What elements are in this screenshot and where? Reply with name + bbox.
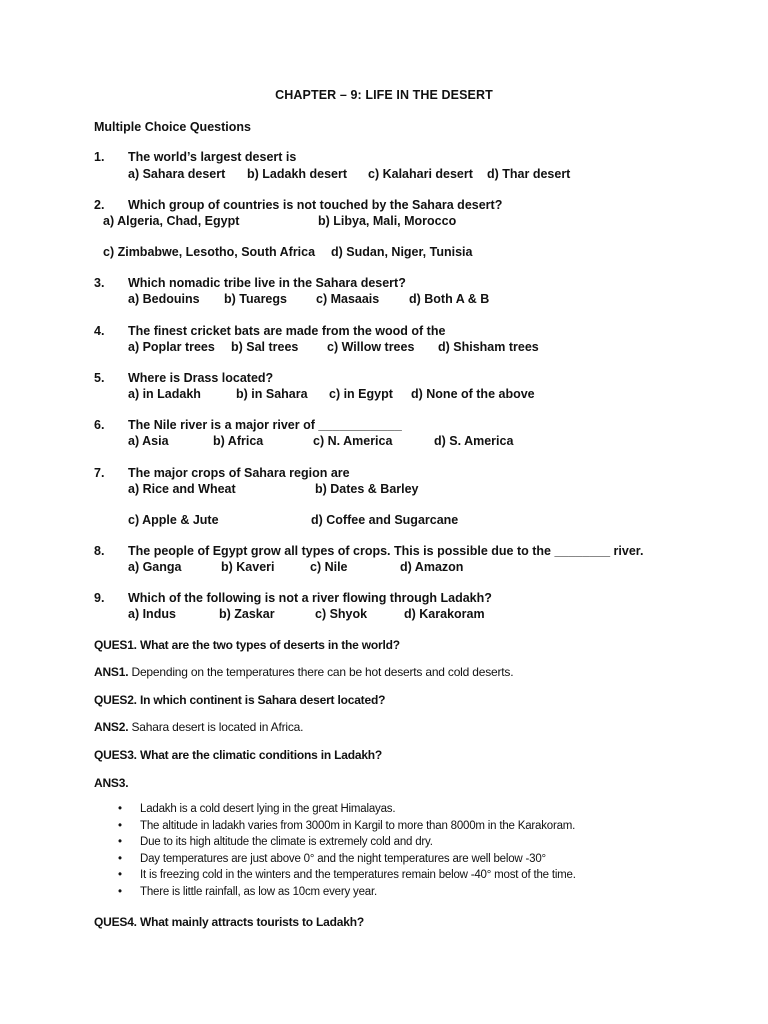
bullet-icon: •: [118, 885, 122, 898]
list-item-text: There is little rainfall, as low as 10cm every year.: [140, 885, 377, 898]
chapter-title: CHAPTER – 9: LIFE IN THE DESERT: [275, 88, 493, 102]
option-a: a) Asia: [128, 434, 169, 448]
ques-1: QUES1. What are the two types of deserts in the world?: [94, 638, 400, 652]
answer-label: ANS2.: [94, 720, 129, 734]
question-number: 8.: [94, 544, 105, 558]
option-b: b) Kaveri: [221, 560, 275, 574]
bullet-icon: •: [118, 803, 122, 815]
bullet-icon: •: [118, 869, 122, 881]
mcq-heading: Multiple Choice Questions: [94, 120, 251, 134]
question-text: Which of the following is not a river flowing through Ladakh?: [128, 591, 492, 605]
ans-2: [94, 720, 303, 734]
question-number: 6.: [94, 418, 105, 432]
question-text: The people of Egypt grow all types of crops. This is possible due to the ________ river.: [128, 544, 644, 558]
option-c: c) Willow trees: [327, 340, 415, 354]
question-text: Where is Drass located?: [128, 371, 274, 385]
option-c: c) Kalahari desert: [368, 167, 473, 181]
option-c: c) Shyok: [315, 607, 368, 621]
bullet-icon: •: [118, 836, 122, 848]
option-d: d) None of the above: [411, 387, 535, 401]
option-a: a) Algeria, Chad, Egypt: [103, 214, 240, 228]
option-a: a) Ganga: [128, 560, 182, 574]
option-b: b) Sal trees: [231, 340, 299, 354]
answer-label: ANS1.: [94, 665, 129, 679]
question-number: 4.: [94, 324, 105, 338]
list-item-text: It is freezing cold in the winters and the temperatures remain below -40° most of the time.: [140, 869, 576, 881]
option-c: c) Nile: [310, 560, 348, 574]
question-text: Which nomadic tribe live in the Sahara desert?: [128, 276, 406, 290]
option-d: d) Thar desert: [487, 167, 571, 181]
ans-3: [94, 776, 128, 790]
question-text: The finest cricket bats are made from the wood of the: [128, 324, 446, 338]
option-a: a) in Ladakh: [128, 387, 201, 401]
bullet-icon: •: [118, 852, 122, 865]
option-d: d) Sudan, Niger, Tunisia: [331, 245, 473, 259]
question-text: Which group of countries is not touched by the Sahara desert?: [128, 198, 503, 212]
question-number: 1.: [94, 150, 105, 164]
answer-text: Sahara desert is located in Africa.: [128, 720, 304, 734]
option-b: b) in Sahara: [236, 387, 308, 401]
option-a: a) Poplar trees: [128, 340, 215, 354]
list-item-text: The altitude in ladakh varies from 3000m in Kargil to more than 8000m in the Karakoram.: [140, 819, 576, 832]
question-text: The world’s largest desert is: [128, 150, 297, 164]
answer-text: Depending on the temperatures there can be hot deserts and cold deserts.: [128, 665, 514, 679]
option-a: a) Indus: [128, 607, 176, 621]
question-number: 2.: [94, 198, 105, 212]
option-c: c) Zimbabwe, Lesotho, South Africa: [103, 245, 316, 259]
ques-2: QUES2. In which continent is Sahara desert located?: [94, 693, 386, 707]
option-c: c) Masaais: [316, 292, 380, 306]
option-d: d) Shisham trees: [438, 340, 539, 354]
list-item-text: Day temperatures are just above 0° and the night temperatures are well below -30°: [140, 852, 546, 865]
option-c: c) N. America: [313, 434, 393, 448]
option-b: b) Africa: [213, 434, 264, 448]
question-number: 3.: [94, 276, 105, 290]
option-d: d) Amazon: [400, 560, 464, 574]
question-text: The major crops of Sahara region are: [128, 466, 350, 480]
option-a: a) Bedouins: [128, 292, 200, 306]
question-number: 5.: [94, 371, 105, 385]
list-item-text: Due to its high altitude the climate is extremely cold and dry.: [140, 836, 433, 848]
option-c: c) in Egypt: [329, 387, 393, 401]
answer-label: ANS3.: [94, 776, 129, 790]
option-a: a) Rice and Wheat: [128, 482, 236, 496]
option-b: b) Zaskar: [219, 607, 275, 621]
list-item-text: Ladakh is a cold desert lying in the great Himalayas.: [140, 803, 396, 815]
option-d: d) Both A & B: [409, 292, 490, 306]
option-b: b) Ladakh desert: [247, 167, 348, 181]
option-b: b) Dates & Barley: [315, 482, 419, 496]
ques-3: QUES3. What are the climatic conditions in Ladakh?: [94, 748, 383, 762]
option-c: c) Apple & Jute: [128, 513, 219, 527]
option-d: d) Karakoram: [404, 607, 485, 621]
option-a: a) Sahara desert: [128, 167, 226, 181]
question-number: 9.: [94, 591, 105, 605]
ques-4: QUES4. What mainly attracts tourists to Ladakh?: [94, 915, 364, 929]
option-b: b) Tuaregs: [224, 292, 287, 306]
bullet-icon: •: [118, 819, 122, 832]
option-b: b) Libya, Mali, Morocco: [318, 214, 457, 228]
option-d: d) S. America: [434, 434, 514, 448]
question-text: The Nile river is a major river of ____________: [128, 418, 402, 432]
ans-1: [94, 665, 513, 679]
question-number: 7.: [94, 466, 105, 480]
option-d: d) Coffee and Sugarcane: [311, 513, 459, 527]
